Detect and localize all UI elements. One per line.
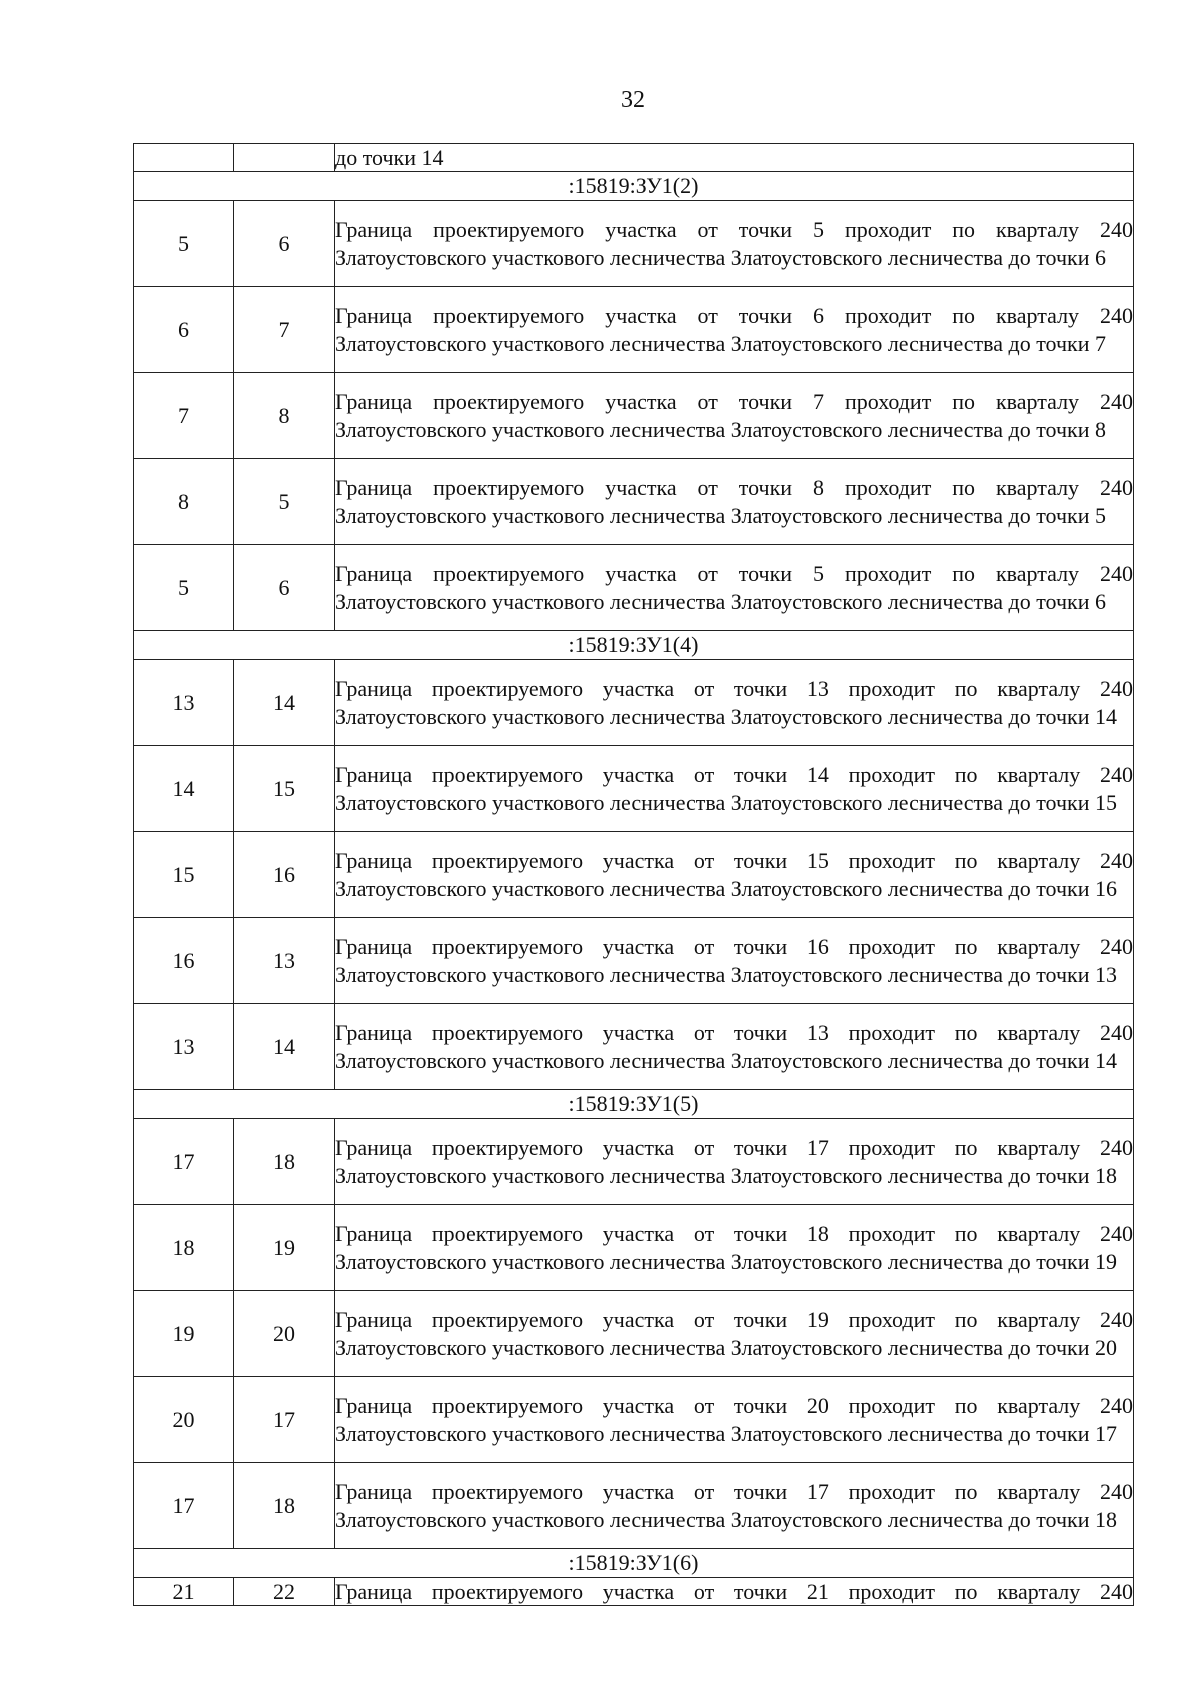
from-point-cell: 14 [134,746,234,832]
table-row [134,746,1134,832]
from-point-cell [134,144,234,172]
description-cell: Граница проектируемого участка от точки 15 проходит по кварталу 240 Златоустовского участкового лесничества Златоустовского лесничества до точки 16 [335,832,1134,918]
description-cell: Граница проектируемого участка от точки 14 проходит по кварталу 240 Златоустовского участкового лесничества Златоустовского лесничества до точки 15 [335,746,1134,832]
description-cell: Граница проектируемого участка от точки 21 проходит по кварталу 240 [335,1578,1133,1604]
from-point-cell: 19 [134,1291,234,1377]
from-point-cell: 5 [134,545,234,631]
to-point-cell: 8 [234,373,335,459]
table-row [134,1463,1134,1549]
from-point-cell: 15 [134,832,234,918]
from-point-cell: 8 [134,459,234,545]
from-point-cell: 5 [134,201,234,287]
description-cell: Граница проектируемого участка от точки 20 проходит по кварталу 240 Златоустовского участкового лесничества Златоустовского лесничества до точки 17 [335,1377,1134,1463]
table-row [134,1291,1134,1377]
to-point-cell [234,144,335,172]
section-header-row [134,1090,1134,1119]
section-header-row [134,172,1134,201]
to-point-cell: 17 [234,1377,335,1463]
description-cell: Граница проектируемого участка от точки 8 проходит по кварталу 240 Златоустовского участкового лесничества Златоустовского лесничества до точки 5 [335,459,1134,545]
table-row-continuation [134,144,1134,172]
table-row [134,918,1134,1004]
from-point-cell: 17 [134,1119,234,1205]
section-header-row [134,631,1134,660]
description-cell: Граница проектируемого участка от точки 5 проходит по кварталу 240 Златоустовского участкового лесничества Златоустовского лесничества до точки 6 [335,545,1134,631]
from-point-cell: 6 [134,287,234,373]
description-cell: Граница проектируемого участка от точки 18 проходит по кварталу 240 Златоустовского участкового лесничества Златоустовского лесничества до точки 19 [335,1205,1134,1291]
to-point-cell: 16 [234,832,335,918]
description-cell: до точки 14 [335,144,1134,172]
table-row [134,545,1134,631]
to-point-cell: 18 [234,1119,335,1205]
table-row [134,1578,1134,1606]
description-cell: Граница проектируемого участка от точки 6 проходит по кварталу 240 Златоустовского участкового лесничества Златоустовского лесничества до точки 7 [335,287,1134,373]
table-row [134,201,1134,287]
to-point-cell: 15 [234,746,335,832]
to-point-cell: 19 [234,1205,335,1291]
table-row [134,660,1134,746]
section-title: :15819:ЗУ1(6) [134,1549,1134,1578]
section-title: :15819:ЗУ1(2) [134,172,1134,201]
page-number: 32 [621,87,645,113]
to-point-cell: 14 [234,1004,335,1090]
from-point-cell: 16 [134,918,234,1004]
from-point-cell: 13 [134,1004,234,1090]
to-point-cell: 18 [234,1463,335,1549]
to-point-cell: 14 [234,660,335,746]
table-row [134,459,1134,545]
to-point-cell: 5 [234,459,335,545]
description-cell: Граница проектируемого участка от точки 17 проходит по кварталу 240 Златоустовского участкового лесничества Златоустовского лесничества до точки 18 [335,1463,1134,1549]
from-point-cell: 18 [134,1205,234,1291]
description-cell: Граница проектируемого участка от точки 16 проходит по кварталу 240 Златоустовского участкового лесничества Златоустовского лесничества до точки 13 [335,918,1134,1004]
table-row [134,287,1134,373]
description-cell: Граница проектируемого участка от точки 13 проходит по кварталу 240 Златоустовского участкового лесничества Златоустовского лесничества до точки 14 [335,660,1134,746]
to-point-cell: 7 [234,287,335,373]
from-point-cell: 17 [134,1463,234,1549]
section-header-row [134,1549,1134,1578]
from-point-cell: 21 [134,1578,234,1606]
section-title: :15819:ЗУ1(5) [134,1090,1134,1119]
table-row [134,1205,1134,1291]
to-point-cell: 13 [234,918,335,1004]
table-row [134,832,1134,918]
from-point-cell: 7 [134,373,234,459]
table-row [134,373,1134,459]
description-cell: Граница проектируемого участка от точки 17 проходит по кварталу 240 Златоустовского участкового лесничества Златоустовского лесничества до точки 18 [335,1119,1134,1205]
description-cell: Граница проектируемого участка от точки 7 проходит по кварталу 240 Златоустовского участкового лесничества Златоустовского лесничества до точки 8 [335,373,1134,459]
to-point-cell: 20 [234,1291,335,1377]
to-point-cell: 6 [234,545,335,631]
table-row [134,1377,1134,1463]
from-point-cell: 20 [134,1377,234,1463]
boundary-table [133,143,1134,1606]
to-point-cell: 22 [234,1578,335,1606]
description-cell: Граница проектируемого участка от точки 13 проходит по кварталу 240 Златоустовского участкового лесничества Златоустовского лесничества до точки 14 [335,1004,1134,1090]
table-row [134,1119,1134,1205]
description-cell: Граница проектируемого участка от точки 19 проходит по кварталу 240 Златоустовского участкового лесничества Златоустовского лесничества до точки 20 [335,1291,1134,1377]
section-title: :15819:ЗУ1(4) [134,631,1134,660]
to-point-cell: 6 [234,201,335,287]
from-point-cell: 13 [134,660,234,746]
table-row [134,1004,1134,1090]
description-cell: Граница проектируемого участка от точки 5 проходит по кварталу 240 Златоустовского участкового лесничества Златоустовского лесничества до точки 6 [335,201,1134,287]
